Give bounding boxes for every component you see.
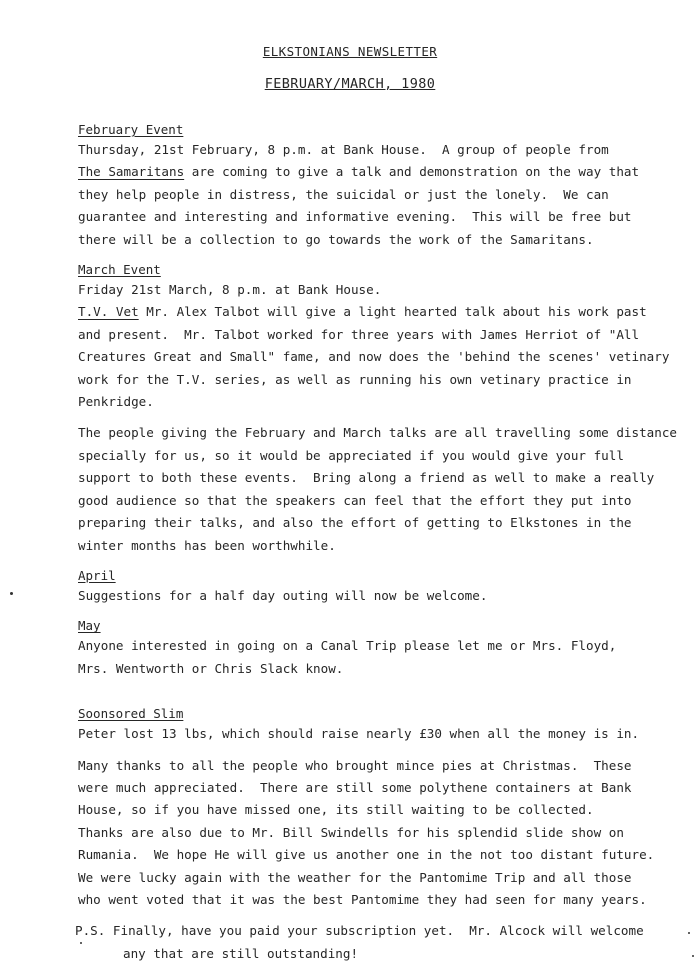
text-line: Suggestions for a half day outing will now be welcome. bbox=[78, 587, 488, 603]
text-line: were much appreciated. There are still some polythene containers at Bank bbox=[78, 779, 632, 795]
sponsored-slim-section bbox=[78, 704, 690, 745]
text-line: who went voted that it was the best Pantomime they had seen for many years. bbox=[78, 891, 647, 907]
section-heading: April bbox=[78, 567, 116, 583]
newsletter-body bbox=[75, 120, 690, 965]
punch-mark bbox=[80, 942, 82, 944]
text-line: Thanks are also due to Mr. Bill Swindells for his splendid slide show on bbox=[78, 824, 624, 840]
text-line: Friday 21st March, 8 p.m. at Bank House. bbox=[78, 282, 382, 298]
text-line: work for the T.V. series, as well as running his own vetinary practice in bbox=[78, 371, 632, 387]
text-line: and present. Mr. Talbot worked for three years with James Herriot of "All bbox=[78, 326, 640, 342]
may-section bbox=[78, 616, 690, 680]
text-line: there will be a collection to go towards the work of the Samaritans. bbox=[78, 231, 594, 247]
section-heading: February Event bbox=[78, 122, 184, 137]
newsletter-title: ELKSTONIANS NEWSLETTER bbox=[262, 44, 438, 59]
text-line: winter months has been worthwhile. bbox=[78, 537, 336, 553]
samaritans-name: The Samaritans bbox=[78, 164, 185, 180]
text-line: P.S. Finally, have you paid your subscription yet. Mr. Alcock will welcome bbox=[75, 923, 644, 939]
february-event-section bbox=[78, 120, 690, 251]
text-line: support to both these events. Bring along a friend as well to make a really bbox=[78, 470, 655, 486]
text-line: Mrs. Wentworth or Chris Slack know. bbox=[78, 660, 344, 676]
text-line: Peter lost 13 lbs, which should raise nearly £30 when all the money is in. bbox=[78, 726, 640, 742]
march-event-section bbox=[78, 260, 690, 413]
tv-vet-label: T.V. Vet bbox=[78, 304, 139, 320]
text-line: any that are still outstanding! bbox=[123, 945, 359, 961]
text-line: preparing their talks, and also the effort of getting to Elkstones in the bbox=[78, 515, 632, 531]
text-line: We were lucky again with the weather for the Pantomime Trip and all those bbox=[78, 869, 632, 885]
punch-mark bbox=[692, 955, 694, 957]
text-line: Many thanks to all the people who brought mince pies at Christmas. These bbox=[78, 757, 632, 773]
text-line: Creatures Great and Small" fame, and now does the 'behind the scenes' vetinary bbox=[78, 349, 670, 365]
text-line: The Samaritans are coming to give a talk and demonstration on the way that bbox=[78, 164, 640, 180]
newsletter-date: FEBRUARY/MARCH, 1980 bbox=[264, 76, 436, 92]
postscript bbox=[75, 920, 690, 965]
text-line: good audience so that the speakers can feel that the effort they put into bbox=[78, 492, 632, 508]
april-section bbox=[78, 566, 690, 607]
text-line: they help people in distress, the suicidal or just the lonely. We can bbox=[78, 186, 609, 202]
text-line: Rumania. We hope He will give us another one in the not too distant future. bbox=[78, 847, 655, 863]
text-line: T.V. Vet Mr. Alex Talbot will give a light hearted talk about his work past bbox=[78, 304, 647, 320]
text-line: specially for us, so it would be appreciated if you would give your full bbox=[78, 447, 624, 463]
text-line: guarantee and interesting and informative evening. This will be free but bbox=[78, 209, 632, 225]
section-heading: March Event bbox=[78, 262, 161, 278]
thanks-paragraph bbox=[78, 755, 690, 912]
punch-mark bbox=[688, 932, 690, 934]
text-line: The people giving the February and March talks are all travelling some distance bbox=[78, 425, 677, 441]
section-heading: May bbox=[78, 618, 101, 634]
text-line: Anyone interested in going on a Canal Trip please let me or Mrs. Floyd, bbox=[78, 638, 617, 654]
text-line: Thursday, 21st February, 8 p.m. at Bank House. A group of people from bbox=[78, 142, 609, 157]
support-paragraph bbox=[78, 422, 690, 556]
punch-mark bbox=[10, 592, 13, 595]
text-line: Penkridge. bbox=[78, 394, 154, 410]
text-line: House, so if you have missed one, its still waiting to be collected. bbox=[78, 802, 594, 818]
section-heading: Soonsored Slim bbox=[78, 706, 184, 722]
